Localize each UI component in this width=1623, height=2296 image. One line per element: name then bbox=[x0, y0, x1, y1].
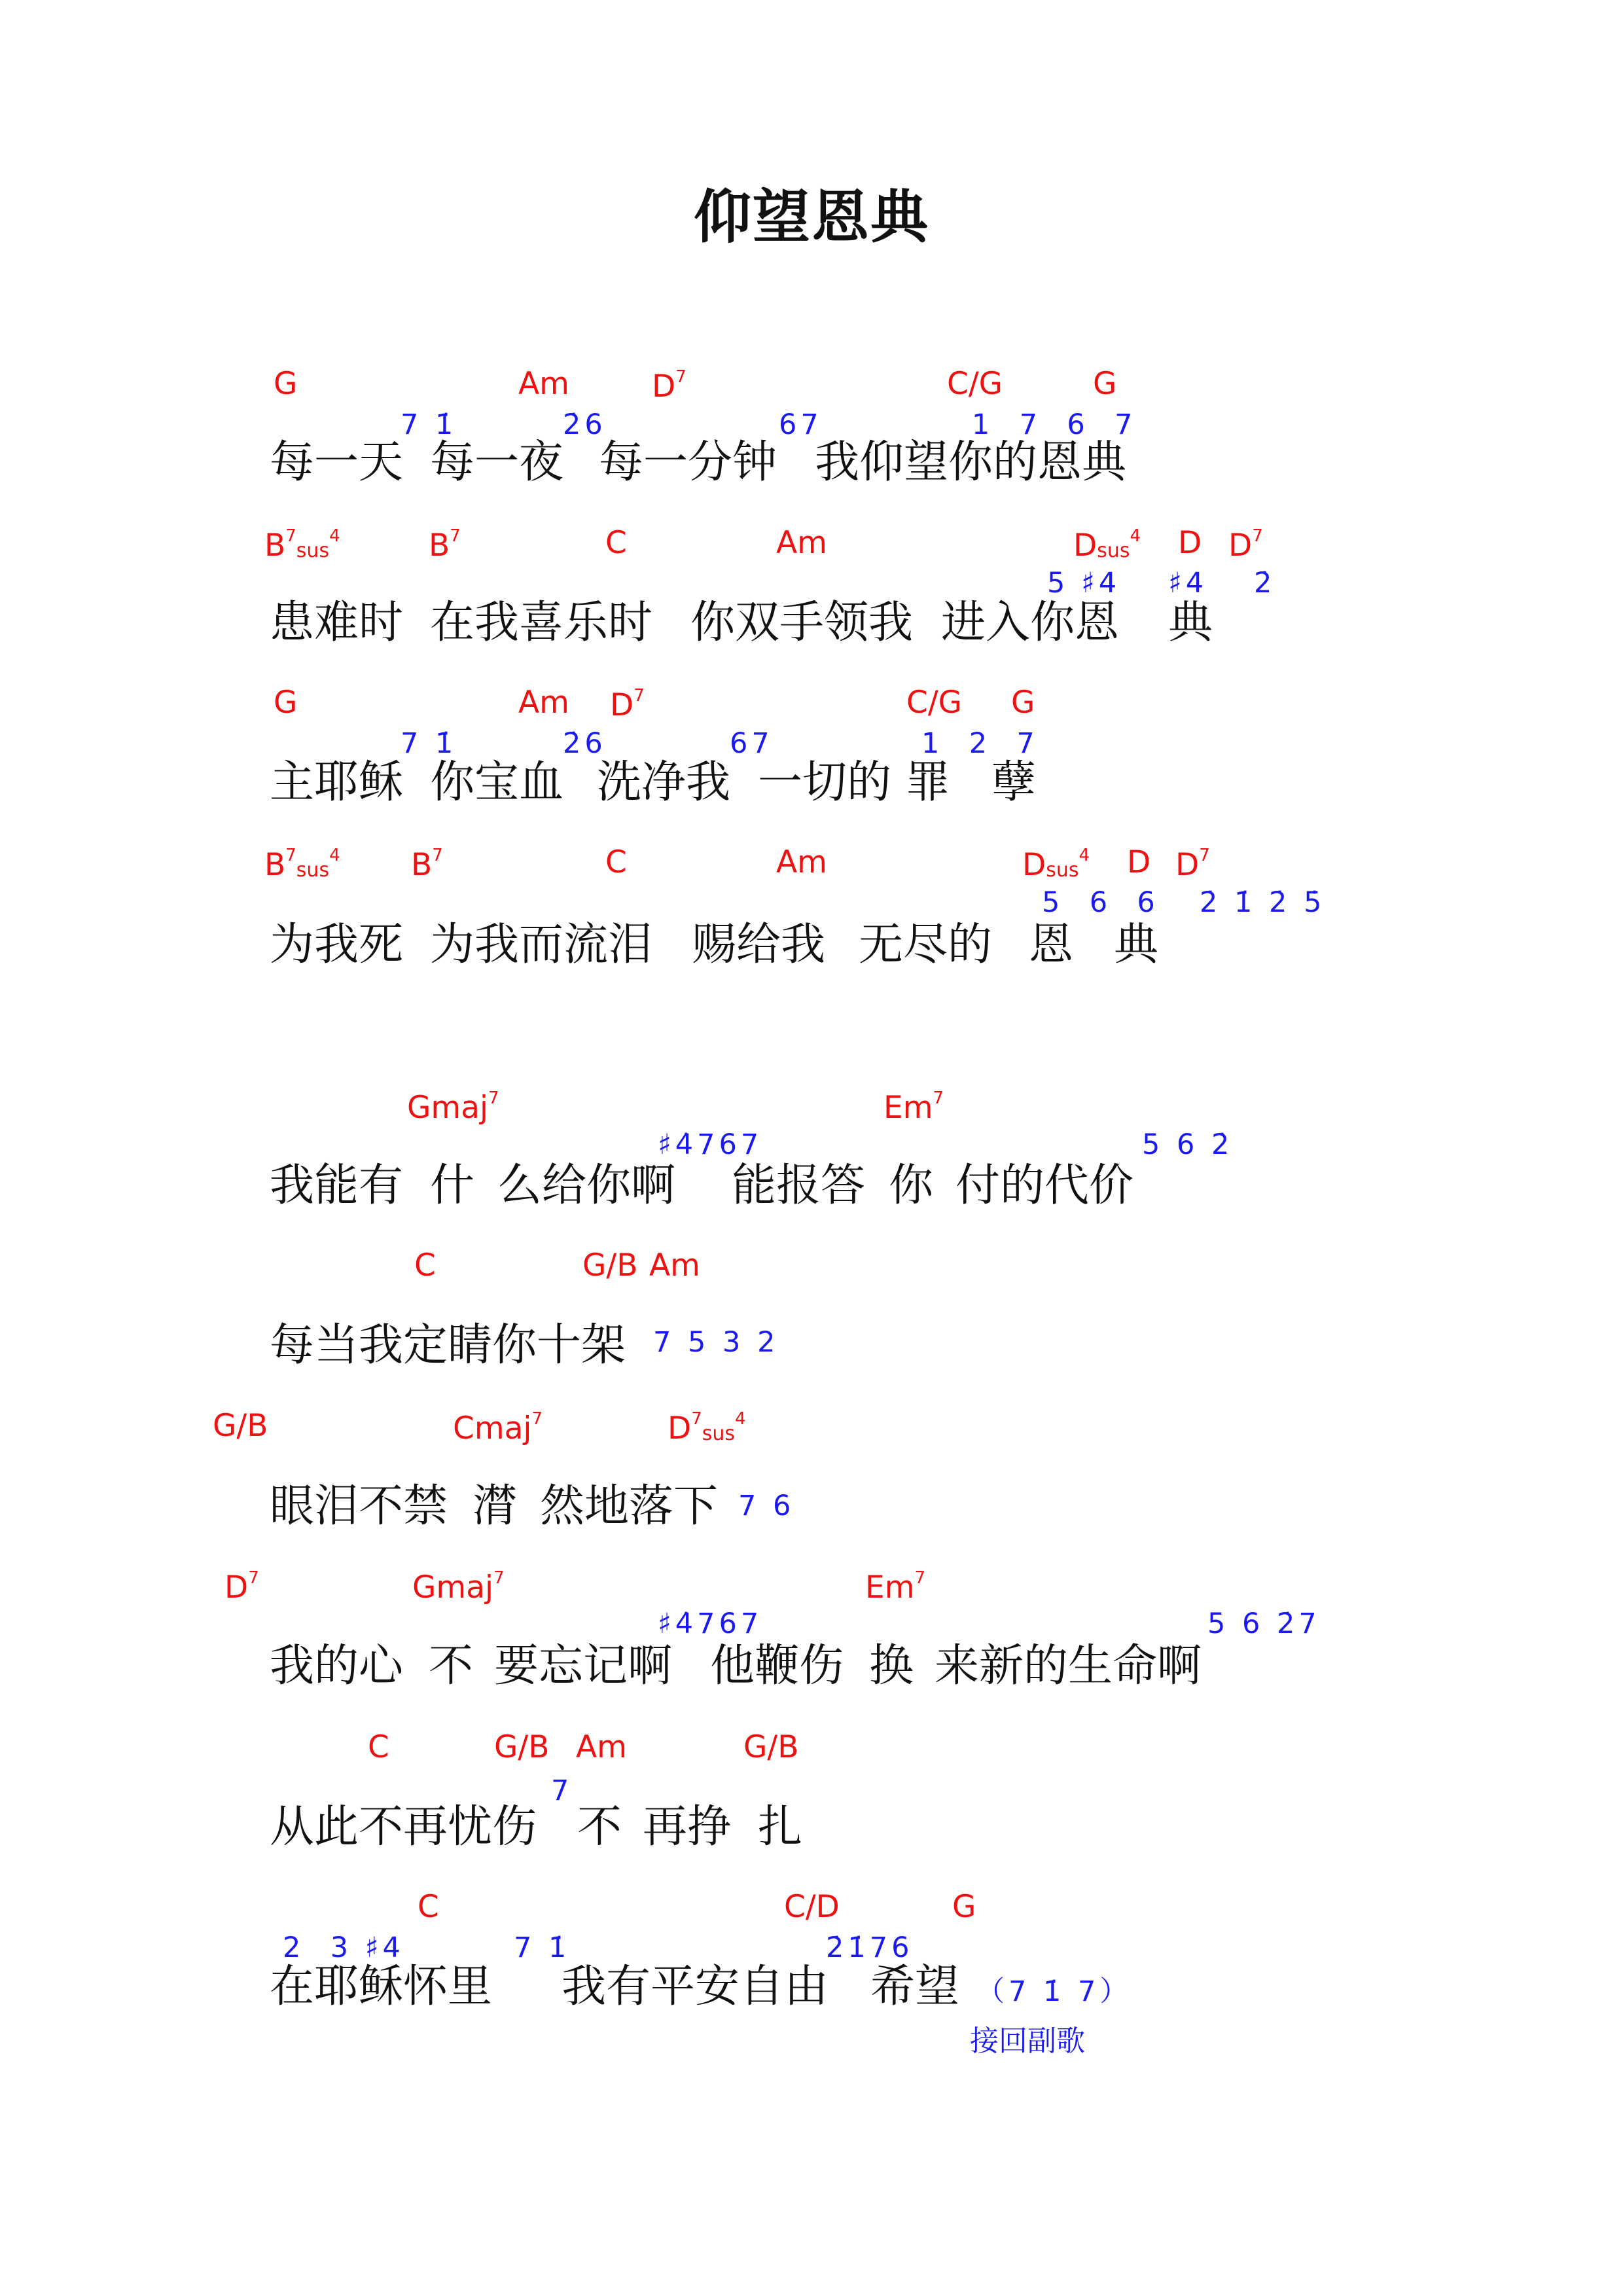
number-notation: 2̇ 1̇ 2̇ 5̇ bbox=[1200, 886, 1326, 919]
number-notation: 7 6 bbox=[738, 1490, 795, 1522]
lyric: 我能有 bbox=[270, 1160, 404, 1211]
number-notation: 2̇6 bbox=[563, 408, 607, 441]
lyric: 眼泪不禁 bbox=[270, 1480, 448, 1532]
chord: $D_{sus}^4$ bbox=[1073, 526, 1141, 564]
lyric: 洗净我 bbox=[597, 757, 731, 808]
chord: $B^7_{sus}^4$ bbox=[264, 846, 340, 883]
chord: C/D bbox=[784, 1889, 840, 1925]
lyric: 然地落下 bbox=[540, 1480, 719, 1532]
number-notation: ♯4̇767 bbox=[658, 1128, 763, 1161]
lyric: 再挣 bbox=[643, 1801, 732, 1853]
repeat-note: 接回副歌 bbox=[970, 2024, 1085, 2058]
chord: $B^7$ bbox=[411, 846, 443, 883]
chord: Am bbox=[518, 685, 569, 721]
lyric: 主耶稣 bbox=[270, 757, 404, 808]
lyric: 他鞭伤 bbox=[710, 1640, 844, 1692]
number-notation: ♯4 bbox=[1081, 567, 1121, 600]
lyric: 为我而流泪 bbox=[430, 919, 653, 971]
number-notation: 7 5 3 2 bbox=[653, 1326, 779, 1359]
lyric: 每一夜 bbox=[430, 437, 564, 488]
lyric: 每一分钟 bbox=[599, 437, 777, 488]
chord: G bbox=[1093, 366, 1117, 402]
chord: $D^7$ bbox=[224, 1568, 259, 1605]
chord: C bbox=[605, 525, 627, 561]
chord: G bbox=[274, 366, 298, 402]
number-notation: 5 6 6 bbox=[1042, 886, 1159, 919]
chord: C bbox=[418, 1889, 439, 1925]
chord: C/G bbox=[906, 685, 963, 721]
chord: $D^7$ bbox=[652, 367, 687, 404]
lyric: 你宝血 bbox=[430, 757, 564, 808]
chord: Em$^7$ bbox=[883, 1088, 944, 1126]
lyric: 潸 bbox=[473, 1480, 518, 1532]
number-notation: 67 bbox=[730, 727, 774, 760]
number-notation: 7 1̇ bbox=[401, 408, 457, 441]
lyric: 付的代价 bbox=[955, 1160, 1134, 1211]
chord: Am bbox=[576, 1729, 627, 1765]
lyric: 希望 bbox=[870, 1961, 960, 2013]
lyric: 在我喜乐时 bbox=[430, 597, 653, 649]
chord: G/B bbox=[494, 1729, 550, 1765]
chord: Am bbox=[518, 366, 569, 402]
chord: G/B bbox=[582, 1247, 638, 1283]
number-notation: ♯4̇767 bbox=[658, 1607, 763, 1640]
chord: Em$^7$ bbox=[865, 1568, 926, 1605]
lyric: 什 bbox=[430, 1160, 475, 1211]
lyric: 一切的 罪 bbox=[758, 757, 950, 808]
chord: $B^7$ bbox=[429, 526, 461, 564]
lyric: 从此不再忧伤 bbox=[270, 1801, 537, 1853]
chord: D bbox=[1127, 844, 1151, 880]
chord: Gmaj$^7$ bbox=[407, 1088, 499, 1126]
chord: $B^7_{sus}^4$ bbox=[264, 526, 340, 564]
lyric: 我有平安自由 bbox=[562, 1961, 829, 2013]
song-title: 仰望恩典 bbox=[693, 183, 929, 251]
lyric: 每一天 bbox=[270, 437, 404, 488]
chord: C bbox=[605, 844, 627, 880]
number-notation: 7 bbox=[551, 1774, 573, 1807]
number-notation: 2̇1̇76 bbox=[826, 1931, 914, 1964]
chord: G bbox=[952, 1889, 976, 1925]
lyric: 典 bbox=[1168, 597, 1213, 649]
lyric: 你双手领我 bbox=[690, 597, 914, 649]
lyric: 要忘记啊 bbox=[494, 1640, 673, 1692]
lyric: 孽 bbox=[991, 757, 1037, 808]
number-notation: 5 6 2̇7 bbox=[1207, 1607, 1321, 1640]
chord: $D^7_{sus}^4$ bbox=[668, 1409, 746, 1446]
lyric: 不 bbox=[577, 1801, 622, 1853]
lyric: 扎 bbox=[758, 1801, 803, 1853]
lyric: 患难时 bbox=[270, 597, 404, 649]
lyric: 我仰望你的恩典 bbox=[815, 437, 1127, 488]
lyric: 为我死 bbox=[270, 919, 404, 971]
chord: $D^7$ bbox=[610, 686, 645, 723]
number-notation: 2̇6 bbox=[563, 727, 607, 760]
chord: G bbox=[1011, 685, 1035, 721]
lyric: 么给你啊 bbox=[497, 1160, 676, 1211]
number-notation: 1 7 6 7 bbox=[972, 408, 1137, 441]
chord: $D^7$ bbox=[1228, 526, 1263, 564]
lyric: 换 bbox=[869, 1640, 914, 1692]
lyric: 来新的生命啊 bbox=[935, 1640, 1202, 1692]
number-notation: （7 1̇ 7） bbox=[976, 1975, 1132, 2008]
number-notation: ♯4 bbox=[1168, 567, 1208, 600]
chord: C bbox=[368, 1729, 389, 1765]
chord: Cmaj$^7$ bbox=[453, 1409, 543, 1446]
number-notation: 5 bbox=[1047, 567, 1069, 600]
lyric: 无尽的 bbox=[859, 919, 993, 971]
number-notation: 2 3 ♯4 bbox=[283, 1931, 404, 1964]
lyric: 赐给我 bbox=[692, 919, 826, 971]
lyric: 典 bbox=[1114, 919, 1159, 971]
lyric: 不 bbox=[429, 1640, 474, 1692]
chord: Gmaj$^7$ bbox=[412, 1568, 505, 1605]
chord: C/G bbox=[947, 366, 1003, 402]
chord: G bbox=[274, 685, 298, 721]
number-notation: 2̇ bbox=[1254, 567, 1276, 600]
lyric: 进入你恩 bbox=[941, 597, 1120, 649]
number-notation: 67 bbox=[779, 408, 823, 441]
chord: C bbox=[414, 1247, 436, 1283]
lyric: 能报答 bbox=[732, 1160, 866, 1211]
lyric: 我的心 bbox=[270, 1640, 404, 1692]
lyric: 在耶稣怀里 bbox=[270, 1961, 493, 2013]
number-notation: 1 2 7 bbox=[921, 727, 1039, 760]
chord: G/B bbox=[213, 1408, 268, 1444]
lyric: 恩 bbox=[1029, 919, 1074, 971]
chord: Am bbox=[776, 844, 827, 880]
chord: D bbox=[1178, 525, 1202, 561]
lyric: 你 bbox=[889, 1160, 934, 1211]
chord: Am bbox=[776, 525, 827, 561]
chord: Am bbox=[649, 1247, 700, 1283]
number-notation: 7 1̇ bbox=[514, 1931, 571, 1964]
chord: G/B bbox=[743, 1729, 799, 1765]
chord: $D^7$ bbox=[1175, 846, 1210, 883]
chord: $D_{sus}^4$ bbox=[1022, 846, 1090, 883]
number-notation: 7 1̇ bbox=[401, 727, 457, 760]
number-notation: 5 6 2̇ bbox=[1142, 1128, 1234, 1161]
lyric: 每当我定睛你十架 bbox=[270, 1319, 626, 1371]
